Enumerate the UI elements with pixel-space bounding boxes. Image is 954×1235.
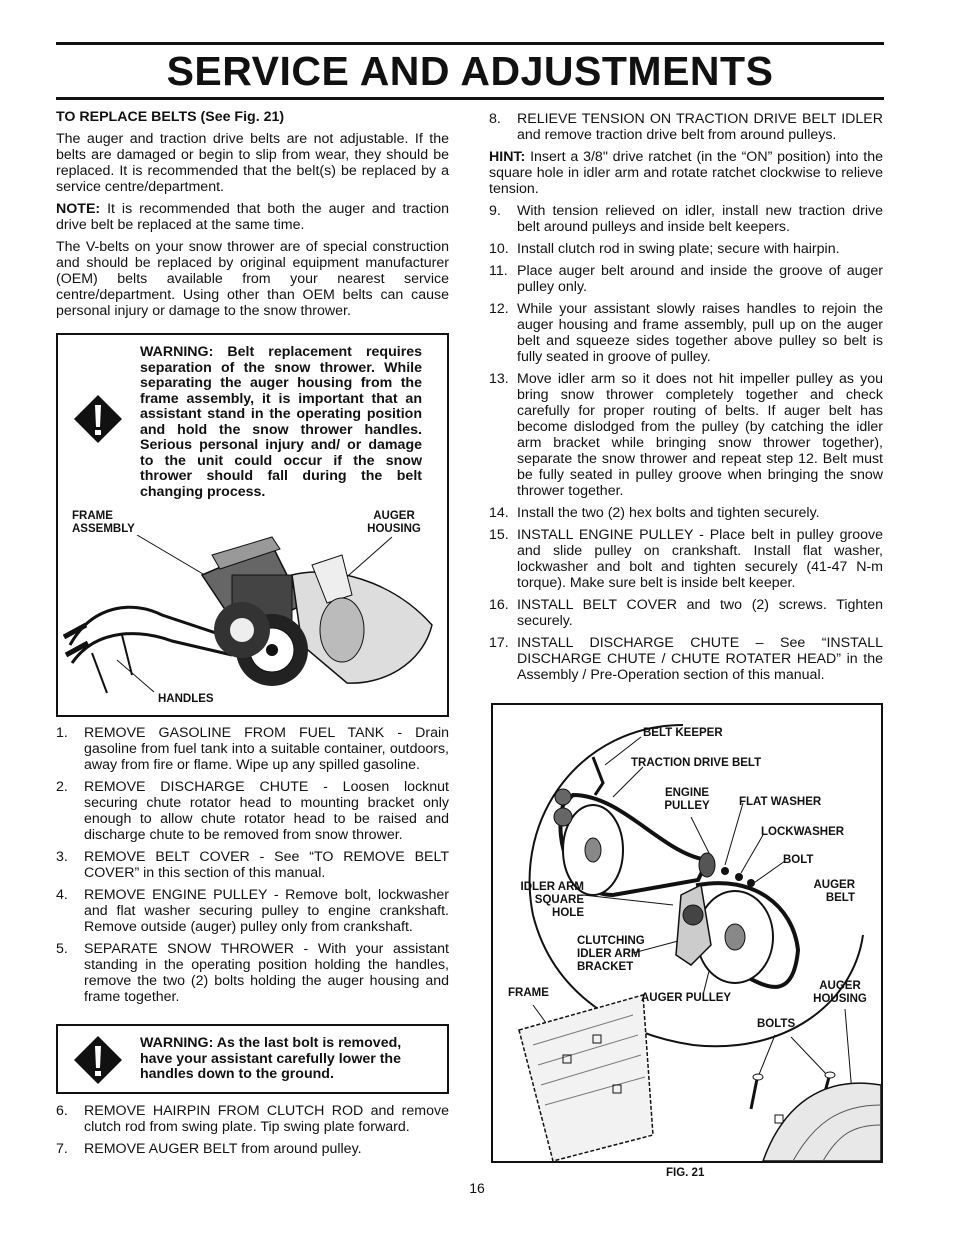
step-6: [56, 1103, 449, 1135]
label-belt-keeper: BELT KEEPER: [643, 727, 723, 739]
step-number: 10.: [489, 241, 509, 257]
label-square: SQUARE: [534, 894, 584, 906]
label-frame: FRAME: [72, 510, 113, 522]
note-label: NOTE:: [56, 201, 101, 217]
step-title: REMOVE HAIRPIN FROM CLUTCH ROD: [84, 1103, 364, 1119]
step-text: - Remove bolt, lockwasher and flat washer securing pulley to engine crankshaft. Remove outside (auger) pulley only from crankshaft.: [84, 887, 449, 935]
hint-paragraph: [489, 149, 883, 197]
step-text: - Drain gasoline from fuel tank into a suitable container, outdoors, away from fire or flame. Wipe up any spilled gasoline.: [84, 725, 449, 773]
warning-box-last-bolt: [56, 1024, 449, 1094]
warning-icon: [72, 1034, 124, 1086]
step-title: REMOVE DISCHARGE CHUTE: [84, 779, 309, 795]
step-7: [56, 1141, 449, 1157]
left-steps-1-5: [56, 725, 449, 1011]
left-steps-6-7: [56, 1103, 449, 1163]
step-number: 7.: [56, 1141, 68, 1157]
step-text: - Loosen locknut securing chute rotator head to mounting bracket only enough to allow chute rotator head to be raised and discharge chute to be removed from snow thrower.: [84, 779, 449, 843]
step-text: Move idler arm so it does not hit impeller pulley as you bring snow thrower completely together and check carefully for proper routing of belts. If auger belt has become dislodged from the pulley (by catching the idler arm bracket while bringing snow thrower together), separate the snow thrower and repeat step 12. Belt must be fully seated in pulley groove when bringing the snow thrower together.: [517, 371, 883, 499]
step-text: While your assistant slowly raises handles to rejoin the auger housing and frame assembly, pull up on the auger belt and squeeze sides together above pulley so belt is fully seated in groove of pulley.: [517, 301, 883, 365]
label-auger: AUGER: [813, 879, 855, 891]
label-idler-arm-square-hole: [499, 881, 584, 920]
label-auger-housing: [803, 980, 877, 1006]
step-number: 5.: [56, 941, 68, 957]
step-text: Install the two (2) hex bolts and tighten securely.: [517, 505, 820, 521]
step-text: INSTALL BELT COVER and two (2) screws. Tighten securely.: [517, 597, 883, 629]
step-14: [489, 505, 883, 521]
step-number: 11.: [489, 263, 508, 279]
hint-text: Insert a 3/8" drive ratchet (in the “ON” position) into the square hole in idler arm and rotate ratchet clockwise to relieve tension.: [489, 149, 883, 197]
intro-paragraph: The auger and traction drive belts are not adjustable. If the belts are damaged or begin to slip from wear, they should be replaced. It is recommended that the belt(s) be replaced by a service centre/department.: [56, 131, 449, 195]
step-number: 3.: [56, 849, 68, 865]
label-hole: HOLE: [552, 907, 584, 919]
label-bolt: BOLT: [783, 854, 814, 866]
step-text: INSTALL DISCHARGE CHUTE – See “INSTALL DISCHARGE CHUTE / CHUTE ROTATER HEAD” in the Assembly / Pre-Operation section of this manual.: [517, 635, 883, 683]
note-paragraph: [56, 201, 449, 233]
section-heading: TO REPLACE BELTS (See Fig. 21): [56, 109, 285, 125]
step-number: 17.: [489, 635, 509, 651]
step-number: 6.: [56, 1103, 68, 1119]
step-10: [489, 241, 883, 257]
step-3: [56, 849, 449, 881]
right-column: [489, 111, 883, 689]
label-idler-arm: IDLER ARM: [520, 881, 584, 893]
steps-list-b: [56, 1103, 449, 1157]
step-title: REMOVE AUGER BELT: [84, 1141, 238, 1157]
step-12: [489, 301, 883, 365]
step-number: 14.: [489, 505, 509, 521]
steps-list-a: [56, 725, 449, 1005]
step-text: and remove clutch rod from swing plate. Tip swing plate forward.: [84, 1103, 449, 1135]
step-number: 15.: [489, 527, 509, 543]
left-intro: [56, 109, 449, 325]
step-text: - See “TO REMOVE BELT COVER” in this section of this manual.: [84, 849, 449, 881]
step-8: [489, 111, 883, 143]
label-idler-arm: IDLER ARM: [577, 948, 641, 960]
label-traction-drive-belt: TRACTION DRIVE BELT: [631, 757, 762, 769]
step-text: Install clutch rod in swing plate; secure with hairpin.: [517, 241, 840, 257]
label-lockwasher: LOCKWASHER: [761, 826, 845, 838]
step-5: [56, 941, 449, 1005]
step-title: SEPARATE SNOW THROWER: [84, 941, 294, 957]
label-auger-belt: [793, 879, 855, 905]
step-number: 13.: [489, 371, 509, 387]
warning-text-last-bolt: WARNING: As the last bolt is removed, have your assistant carefully lower the handles down to the ground.: [140, 1035, 402, 1082]
top-rule: [56, 42, 884, 45]
step-title: REMOVE GASOLINE FROM FUEL TANK: [84, 725, 385, 741]
label-engine: ENGINE: [664, 787, 710, 799]
label-handles: HANDLES: [158, 693, 214, 705]
steps-list-d: [489, 203, 883, 683]
label-auger-housing: [364, 510, 424, 536]
step-text: With tension relieved on idler, install new traction drive belt around pulleys and inside belt keepers.: [517, 203, 883, 235]
step-17: [489, 635, 883, 683]
label-frame: FRAME: [508, 987, 549, 999]
step-text: INSTALL ENGINE PULLEY - Place belt in pulley groove and slide pulley on crankshaft. Install flat washer, lockwasher and bolt and tighten securely (41-47 N-m torque). Make sure belt is inside belt keeper.: [517, 527, 883, 591]
step-number: 2.: [56, 779, 68, 795]
step-title: REMOVE BELT COVER: [84, 849, 250, 865]
figure-21: [491, 703, 883, 1163]
label-flat-washer: FLAT WASHER: [739, 796, 822, 808]
label-auger: AUGER: [819, 980, 861, 992]
step-text: and remove traction drive belt from around pulleys.: [517, 127, 837, 143]
figure-caption: FIG. 21: [666, 1167, 705, 1179]
label-belt: BELT: [825, 892, 855, 904]
step-15: [489, 527, 883, 591]
belt-diagram: [493, 705, 881, 1161]
step-title: RELIEVE TENSION ON TRACTION DRIVE BELT IDLER: [517, 111, 883, 127]
label-pulley: PULLEY: [664, 800, 710, 812]
step-title: REMOVE ENGINE PULLEY: [84, 887, 268, 903]
steps-list-c: [489, 111, 883, 143]
step-text: - With your assistant standing in the operating position holding the handles, remove the two (2) bolts holding the auger housing and frame together.: [84, 941, 449, 1005]
label-bracket: BRACKET: [577, 961, 634, 973]
label-auger-pulley: AUGER PULLEY: [641, 992, 732, 1004]
step-1: [56, 725, 449, 773]
label-engine-pulley: [659, 787, 715, 813]
warning-icon: [72, 393, 124, 445]
step-2: [56, 779, 449, 843]
hint-label: HINT:: [489, 149, 526, 165]
step-11: [489, 263, 883, 295]
page-number: 16: [469, 1180, 485, 1196]
step-number: 1.: [56, 725, 68, 741]
step-number: 8.: [489, 111, 501, 127]
step-number: 12.: [489, 301, 509, 317]
step-text: Place auger belt around and inside the groove of auger pulley only.: [517, 263, 883, 295]
step-4: [56, 887, 449, 935]
step-16: [489, 597, 883, 629]
warning-box-belt-replacement: [56, 333, 449, 717]
label-frame-assembly: [72, 510, 135, 536]
step-9: [489, 203, 883, 235]
label-clutching-idler-arm-bracket: [577, 935, 645, 974]
label-housing: HOUSING: [367, 523, 421, 535]
step-number: 4.: [56, 887, 68, 903]
step-number: 16.: [489, 597, 509, 613]
label-auger: AUGER: [373, 510, 415, 522]
warning-text-belt-replacement: WARNING: Belt replacement requires separation of the snow thrower. While separating the auger housing from the frame assembly, it is important that an assistant stand in the operating position and hold the snow thrower handles. Serious personal injury and/ or damage to the unit could occur if the snow thrower should fall during the belt changing process.: [140, 344, 422, 500]
label-clutching: CLUTCHING: [577, 935, 645, 947]
note-text: It is recommended that both the auger and traction drive belt be replaced at the same time.: [56, 201, 449, 233]
step-text: from around pulley.: [237, 1141, 362, 1157]
step-number: 9.: [489, 203, 501, 219]
oem-paragraph: The V-belts on your snow thrower are of special construction and should be replaced by original equipment manufacturer (OEM) belts available from your nearest service centre/department. Using other than OEM belts can cause personal injury or damage to the snow thrower.: [56, 239, 449, 319]
step-13: [489, 371, 883, 499]
snow-thrower-illustration: [62, 535, 442, 695]
label-housing: HOUSING: [813, 993, 867, 1005]
page-title: SERVICE AND ADJUSTMENTS: [166, 48, 774, 94]
label-assembly: ASSEMBLY: [72, 523, 135, 535]
title-rule: [56, 97, 884, 100]
label-bolts: BOLTS: [757, 1018, 796, 1030]
